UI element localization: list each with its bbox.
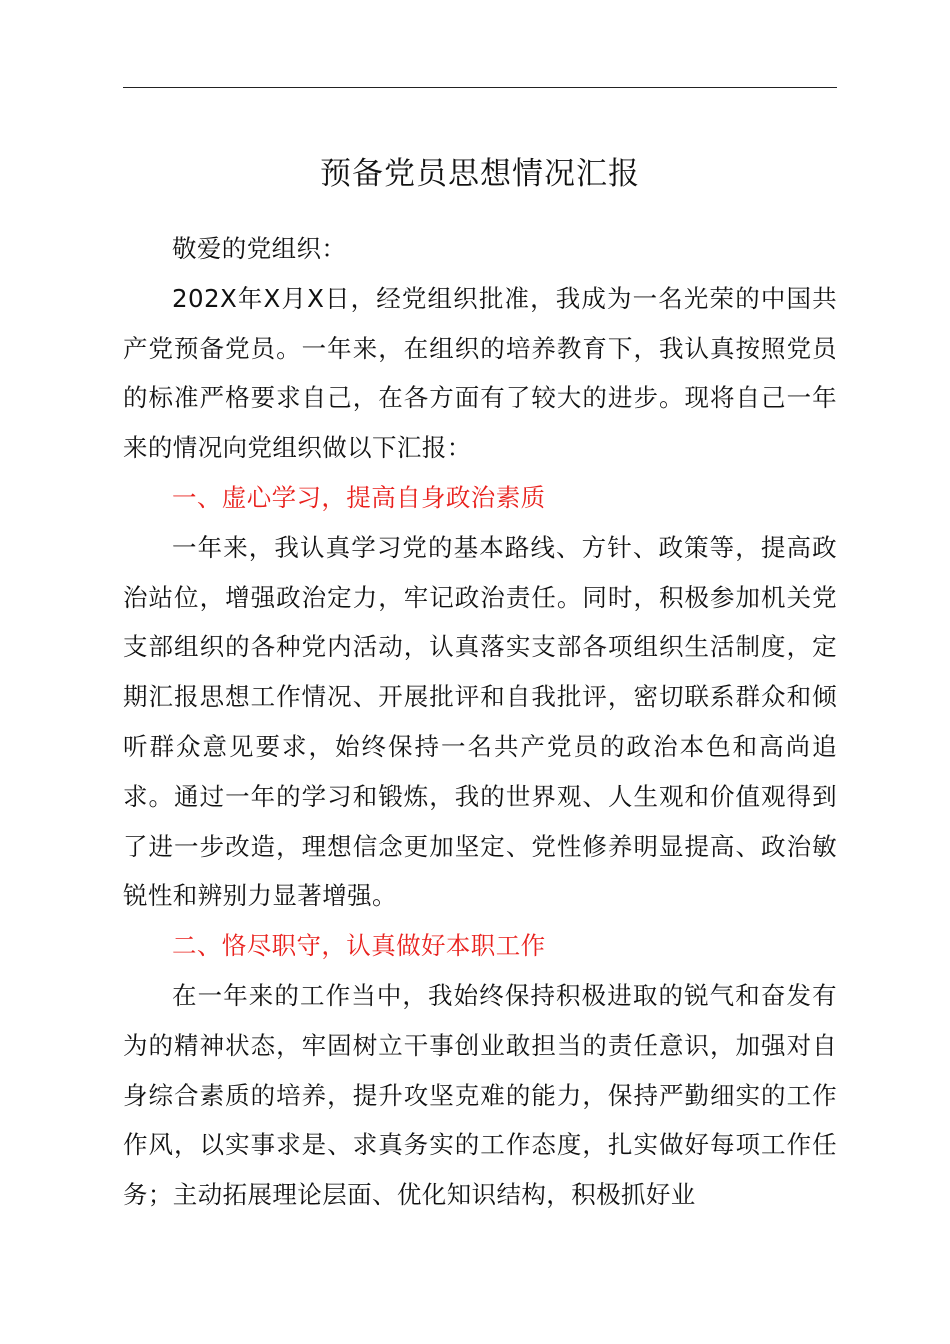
- salutation: 敬爱的党组织：: [172, 234, 347, 263]
- document-title: 预备党员思想情况汇报: [320, 156, 640, 192]
- header-rule: [123, 87, 837, 88]
- document-body: [123, 224, 837, 1220]
- section-heading-2: 二、恪尽职守，认真做好本职工作: [172, 931, 546, 961]
- intro-paragraph: 202X年X月X日，经党组织批准，我成为一名光荣的中国共产党预备党员。一年来，在组织的培养教育下，我认真按照党员的标准严格要求自己，在各方面有了较大的进步。现将自己一年来的情况向党组织做以下汇报：: [123, 283, 837, 463]
- section-heading-1: 一、虚心学习，提高自身政治素质: [172, 482, 546, 512]
- section-paragraph-2: 在一年来的工作当中，我始终保持积极进取的锐气和奋发有为的精神状态，牢固树立干事创业敢担当的责任意识，加强对自身综合素质的培养，提升攻坚克难的能力，保持严勤细实的工作作风，以实事求是、求真务实的工作态度，扎实做好每项工作任务；主动拓展理论层面、优化知识结构，积极抓好业: [123, 980, 837, 1210]
- section-paragraph-1: 一年来，我认真学习党的基本路线、方针、政策等，提高政治站位，增强政治定力，牢记政治责任。同时，积极参加机关党支部组织的各种党内活动，认真落实支部各项组织生活制度，定期汇报思想工作情况、开展批评和自我批评，密切联系群众和倾听群众意见要求，始终保持一名共产党员的政治本色和高尚追求。通过一年的学习和锻炼，我的世界观、人生观和价值观得到了进一步改造，理想信念更加坚定、党性修养明显提高、政治敏锐性和辨别力显著增强。: [123, 532, 837, 911]
